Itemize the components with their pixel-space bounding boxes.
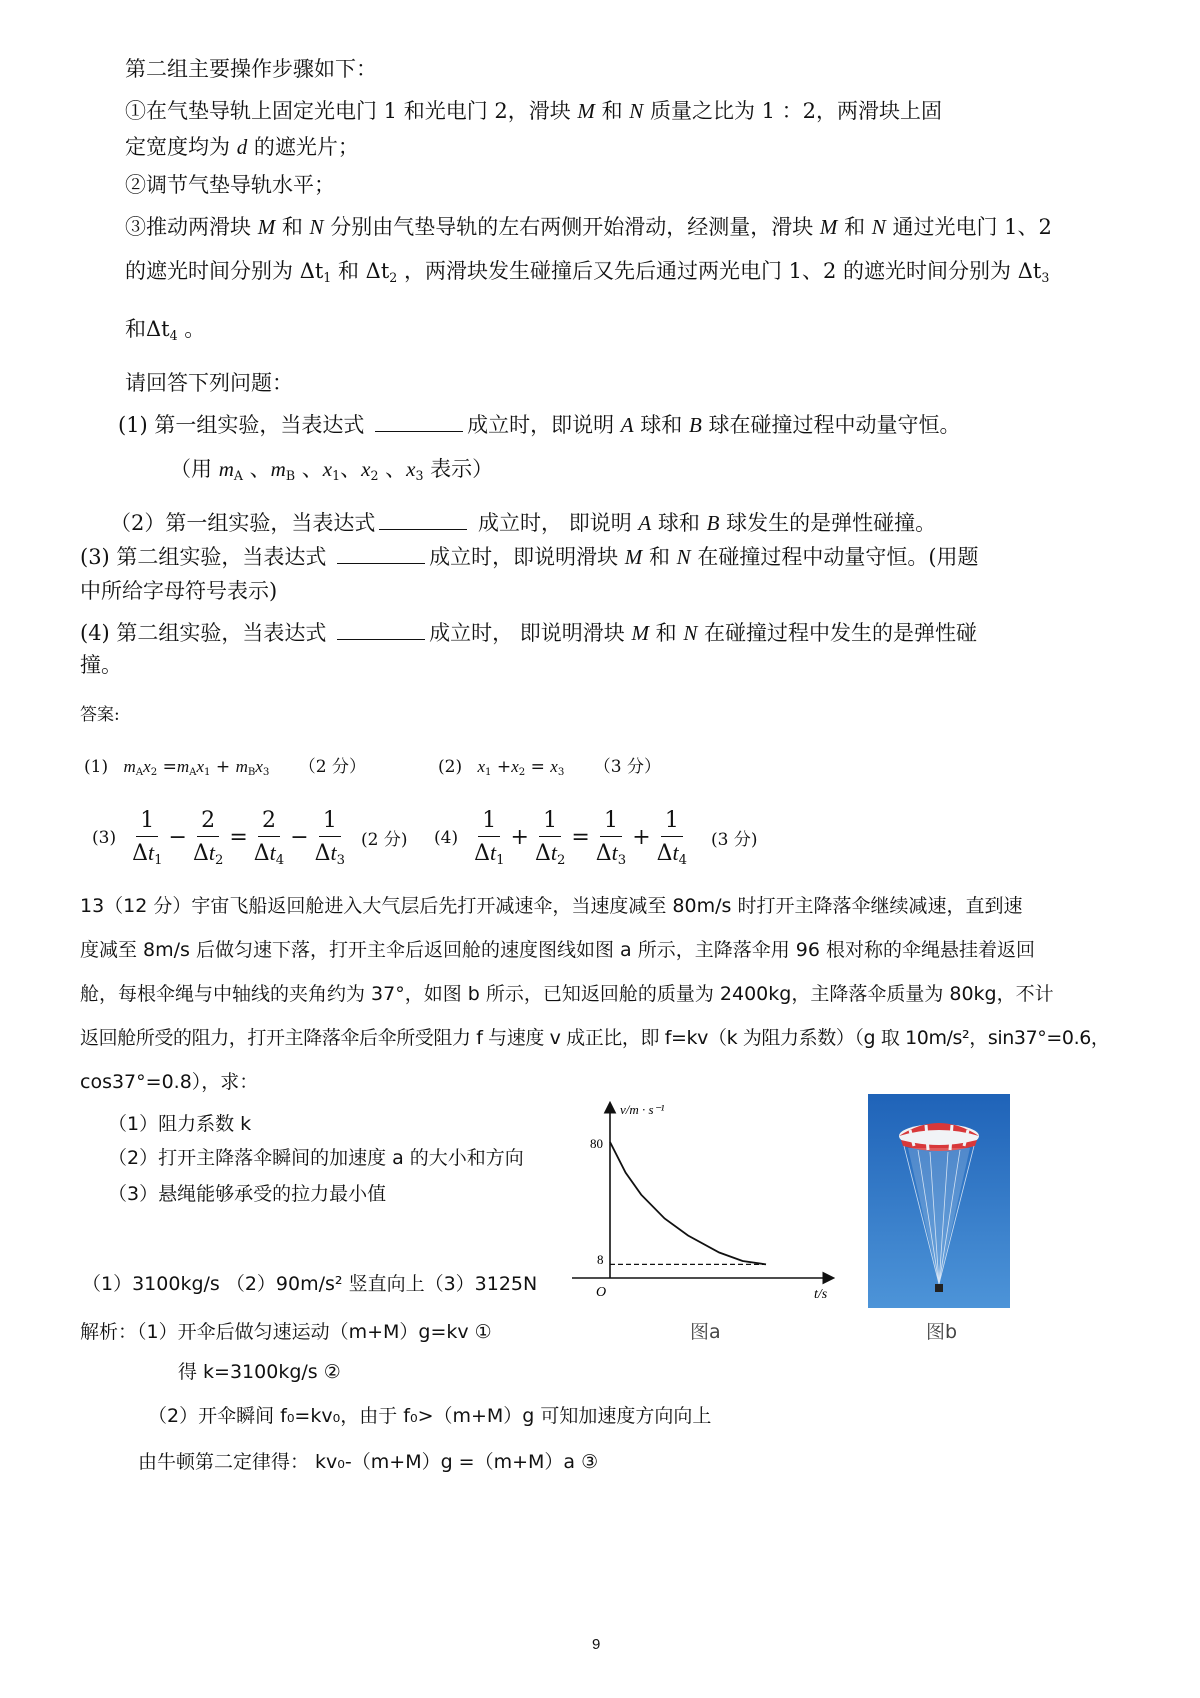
questions-intro: 请回答下列问题： — [125, 371, 293, 395]
problem13-sub2: （2）打开主降落伞瞬间的加速度 a 的大小和方向 — [108, 1147, 524, 1169]
answer-blank — [337, 638, 425, 640]
step1-line2: 定宽度均为 d 的遮光片； — [125, 135, 359, 159]
answer-4: (4) $\frac{1}{\Delta t_1}$ + $\frac{1}{\Delta t_2}$ = $\frac{1}{\Delta t_3}$ + $\frac{1}{\Delta t_4}$ (3 分) — [434, 808, 758, 868]
figure-a-velocity-chart — [570, 1096, 850, 1316]
x-axis-label: t/s — [814, 1287, 828, 1302]
question-2: （2）第一组实验，当表达式 成立时， 即说明 A 球和 B 球发生的是弹性碰撞。 — [110, 511, 937, 535]
question-3-line1: (3) 第二组实验，当表达式 成立时，即说明滑块 M 和 N 在碰撞过程中动量守恒。(用题 — [80, 545, 979, 569]
tick-label-80: 80 — [590, 1136, 603, 1151]
problem13-answer: （1）3100kg/s （2）90m/s² 竖直向上（3）3125N — [82, 1273, 538, 1295]
problem13-line5: cos37°=0.8），求： — [80, 1071, 259, 1093]
figure-a-caption: 图a — [690, 1321, 721, 1343]
figure-b-caption: 图b — [926, 1321, 958, 1343]
tick-label-8: 8 — [597, 1252, 604, 1267]
group2-heading: 第二组主要操作步骤如下： — [125, 57, 377, 81]
answer-2: (2) $x_1 +x_2 = x_3$ （3 分） — [438, 757, 661, 779]
answer-1: (1) $m_Ax_2 =m_Ax_1 + m_Bx_3$ （2 分） — [84, 757, 367, 779]
origin-label: O — [596, 1285, 607, 1300]
problem13-line3: 舱，每根伞绳与中轴线的夹角约为 37°，如图 b 所示，已知返回舱的质量为 2400kg，主降落伞质量为 80kg，不计 — [80, 983, 1054, 1005]
question-3-line2: 中所给字母符号表示) — [80, 579, 278, 603]
velocity-curve — [610, 1142, 766, 1264]
answer-3: (3) $\frac{1}{\Delta t_1}$ − $\frac{2}{\Delta t_2}$ = $\frac{2}{\Delta t_4}$ − $\frac{1}{\Delta t_3}$ (2 分) — [92, 808, 408, 868]
step3-line1: ③推动两滑块 M 和 N 分别由气垫导轨的左右两侧开始滑动，经测量，滑块 M 和 N 通过光电门 1、2 — [125, 215, 1052, 239]
solution-line4: 由牛顿第二定律得： kv₀-（m+M）g =（m+M）a ③ — [138, 1451, 599, 1473]
step3-line2: 的遮光时间分别为 $\Delta t_1$ 和 $\Delta t_2$ ，两滑块发生碰撞后又先后通过两光电门 1、2 的遮光时间分别为 $\Delta t_3$ — [125, 259, 1050, 285]
solution-line1: 解析：（1）开伞后做匀速运动（m+M）g=kv ① — [80, 1321, 492, 1343]
problem13-sub1: （1）阻力系数 k — [108, 1113, 252, 1135]
problem13-line4: 返回舱所受的阻力，打开主降落伞后伞所受阻力 f 与速度 v 成正比，即 f=kv（k 为阻力系数）（g 取 10m/s²，sin37°=0.6， — [80, 1027, 1110, 1049]
answer-blank — [337, 562, 425, 564]
step2: ②调节气垫导轨水平； — [125, 173, 335, 197]
figure-b-parachute-photo — [868, 1094, 1010, 1308]
question-4-line1: (4) 第二组实验，当表达式 成立时， 即说明滑块 M 和 N 在碰撞过程中发生的是弹性碰 — [80, 621, 978, 645]
problem13-line1: 13（12 分）宇宙飞船返回舱进入大气层后先打开减速伞，当速度减至 80m/s 时打开主降落伞继续减速，直到速 — [80, 895, 1023, 917]
problem13-sub3: （3）悬绳能够承受的拉力最小值 — [108, 1183, 387, 1205]
page-number: 9 — [592, 1636, 601, 1653]
solution-line3: （2）开伞瞬间 f₀=kv₀，由于 f₀>（m+M）g 可知加速度方向向上 — [148, 1405, 712, 1427]
question-4-line2: 撞。 — [80, 653, 122, 677]
answer-blank — [375, 430, 463, 432]
answers-label: 答案: — [80, 705, 120, 725]
answer-blank — [379, 528, 467, 530]
step1-line1: ①在气垫导轨上固定光电门 1 和光电门 2，滑块 M 和 N 质量之比为 1 ：2，两滑块上固 — [125, 99, 943, 123]
problem13-line2: 度减至 8m/s 后做匀速下落，打开主伞后返回舱的速度图线如图 a 所示，主降落伞用 96 根对称的伞绳悬挂着返回 — [80, 939, 1035, 961]
step3-line3: 和$\Delta t_4$ 。 — [125, 317, 206, 343]
question-1-hint: （用 $m_A$ 、$m_B$ 、$x_1$、$x_2$ 、$x_3$ 表示） — [170, 457, 494, 483]
question-1: (1) 第一组实验，当表达式 成立时，即说明 A 球和 B 球在碰撞过程中动量守恒。 — [118, 413, 961, 437]
solution-line2: 得 k=3100kg/s ② — [178, 1361, 341, 1383]
y-axis-label: v/m · s⁻¹ — [620, 1102, 665, 1117]
